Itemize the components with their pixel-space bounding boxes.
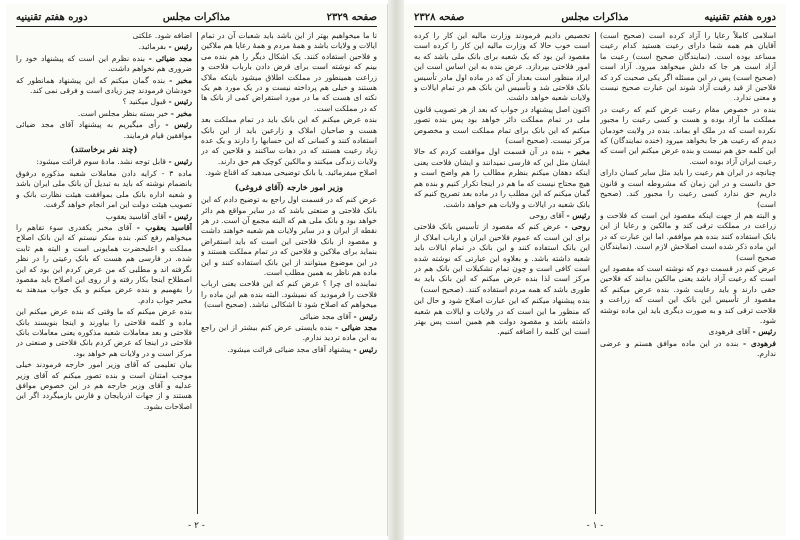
- speaker-name: رئیس -: [168, 211, 192, 221]
- speaker-paragraph: [16, 42, 192, 52]
- paragraph-text: رأی میگیریم به پیشنهاد آقای مجد ضیائی موافقین قیام فرمایند.: [16, 120, 192, 140]
- left-page-session-label: دوره هفتم تقنینیه: [16, 12, 88, 23]
- right-page-header: [414, 12, 776, 27]
- paragraph-text: بنده نظرم این است که پیشنهاد خود را ضروری هم نخواهم داشت.: [16, 53, 192, 74]
- paragraph-text: بنده عرض میکنم که ما وقتی که بنده عرض میکنم این ماده و کلمه فلاحتی را بیاورند و اینجا بنویسند بانک فلاحتی و بعد معاملات شعبه مذکوره یعنی معاملات بانک فلاحتی در اینجا که عرض کردم بانک فلاحتی و صنعتی در مرکز است و در ولایات هم خواهد بود.: [16, 307, 192, 358]
- text-paragraph: [414, 296, 590, 338]
- speaker-name: رئیس -: [165, 120, 192, 130]
- speaker-paragraph: [16, 54, 192, 75]
- speaker-paragraph: [201, 323, 377, 344]
- speaker-name: رئیس -: [168, 157, 192, 167]
- speaker-name: روحی -: [564, 222, 590, 232]
- left-page: [6, 4, 388, 536]
- speaker-paragraph: [16, 212, 192, 222]
- text-paragraph: [600, 105, 776, 167]
- left-page-center-title: مذاکرات مجلس: [162, 12, 231, 23]
- book-gutter: [388, 0, 404, 540]
- text-paragraph: [414, 31, 590, 104]
- speaker-paragraph: [414, 147, 590, 209]
- paragraph-text: بنده در آن قسمت اول موافقت کردم که حالا ایشان مثل این که فارسی نمیدانند و ایشان فلاحت یعنی اینکه دهقان میکنم بنظرم مطالب را هم واضح است و هیچ محتاج نیست که ما هم در اینجا تکرار کنیم و بنده هم گمان میکنم که این مطلب را در ماده بعد تصریح کنیم که بانک شعبه در ایالات و ولایات هم خواهد داشت.: [414, 147, 590, 209]
- speaker-name: آقاسید یعقوب -: [136, 222, 192, 232]
- text-paragraph: [16, 31, 192, 41]
- paragraph-text: بنده پیشنهاد میکنم که این عبارت اصلاح شود و حال این که منظور ما این است که در ولایات و ایالات هم شعبه داشته باشد و مقصود دولت هم همین است پس بهتر است این کلمه را اضافه کنیم.: [414, 296, 590, 337]
- paragraph-text: آقای فرهودی: [708, 327, 751, 337]
- paragraph-text: آقای مجد ضیائی: [299, 311, 352, 321]
- text-paragraph: [201, 168, 377, 178]
- speaker-paragraph: [414, 211, 590, 221]
- speaker-name: رئیس -: [168, 97, 192, 107]
- right-page-number-label: صفحه ۲۳۲۸: [414, 12, 465, 23]
- speaker-name: مجد ضیائی -: [148, 53, 192, 63]
- text-paragraph: [201, 31, 377, 114]
- left-page-column-divider: [197, 32, 198, 514]
- paragraph-text: بنده در خصوص مقام رعیت عرض کنم که رعیت در مملکت ما آزاد بوده و هست و کسی رعیت را مجبور نکرده است که در ملک او بماند. بنده در ولایت خودمان دیدم که رعیت هر جا بخواهد میرود (خنده نمایندگان) که این کلمه حق هم نیست و بنده عرض میکنم این است که رعیت ایران آزاد بوده است.: [600, 104, 776, 166]
- paragraph-text: خیر بسته بنظر مجلس است.: [77, 108, 169, 118]
- text-paragraph: [600, 168, 776, 210]
- paragraph-text: عرض کنم در قسمت دوم که نوشته است که مقصود این است که رعیت آزاد باشد یعنی مالکین بدانند که فلاحین حقی دارند و باید رعایت شود. بنده عرض میکنم که مقصود از تأسیس این بانک این است که زراعت و فلاحت ترقی کند و به صورت دیگری باید این ماده نوشته شود.: [600, 263, 776, 325]
- text-paragraph: [600, 264, 776, 326]
- paragraph-text: تا ما میخواهیم بهتر از این باشد باید شعبات آن در تمام ایالات و ولایات باشد و همهٔ مردم و همهٔ رعایا هم ملاکین و فلاحین استفاده کنند. یک اشکال دیگر را هم بنده می بینم که نوشته است برای قرض دادن بارباب فلاحت و زراعت همینطور در مملکت اطلاق میشود باینکه ملاک هستند و خیلی هم پرداخته نیست و در یک مورد هم یک نکته ای هست که ما در مورد استقراض کمی از بانک ها که در مملکت است.: [201, 31, 377, 113]
- paragraph-text: آقای آقاسید یعقوب: [105, 211, 167, 221]
- text-paragraph: [201, 115, 377, 167]
- paragraph-text: بنده گمان میکنم که این پیشنهاد همانطور که خودشان فرمودند چیز زیادی است و فرقی نمی کند.: [16, 75, 192, 96]
- paragraph-text: قبول میکنید ؟: [122, 97, 167, 107]
- speaker-paragraph: [16, 223, 192, 306]
- speaker-paragraph: [201, 345, 377, 355]
- text-paragraph: [16, 307, 192, 359]
- speaker-name: رئیس -: [168, 42, 192, 52]
- right-page-footer-number: - ۱ -: [586, 521, 604, 531]
- paragraph-text: قابل توجه نشد. مادهٔ سوم قرائت میشود:: [36, 157, 167, 167]
- right-page-column-divider: [595, 32, 596, 514]
- paragraph-text: بنده عرض میکنم که این بانک باید در تمام مملکت بعد هست و صاحبان املاک و زارعین باید از این بانک استفاده کنند و کسانی که این حسابها را دارند و یک عده زیاد رعیت هستند که در دهات ساکنند و فلاحین که در ولایات زندگی میکنند و مالکین کوچک هم حق دارند.: [201, 115, 377, 166]
- section-heading: وزیر امور خارجه (آقای فروغی): [234, 181, 344, 192]
- paragraph-text: نماینده ای چرا ؟ عرض کنم که این فلاحت یعنی ارباب فلاحت را فرمودید که نمیشود. البته بنده هم این ماده را میخواهم که اصلاح شود تا اشکالی نباشد. (صحیح است): [201, 279, 377, 310]
- right-page-right-column: [600, 31, 776, 516]
- speaker-name: مخبر -: [169, 75, 192, 85]
- paragraph-text: تخصیص دادیم فرمودند وزارت مالیه این کار را کرده است خوب حالا که وزارت مالیه این کار را کرده است مقصود این بود که یک شعبه برای بانک ملی باشد که به امور فلاحتی بپردازد. عرض بنده به این اساس است این ایراد منظور است بعداز آن که در ماده اول مادر تأسیس بانک فلاحتی شد و تأسیس این بانک هم در تمام ایالات و ولایات شعبه خواهد داشت.: [414, 31, 590, 103]
- paragraph-text: اصلاح میفرمائید. یا بانک توضیحی میدهید که اقناع شود.: [205, 168, 377, 178]
- speaker-paragraph: [16, 97, 192, 107]
- text-paragraph: [414, 105, 590, 147]
- paragraph-text: پیشنهاد آقای مجد ضیائی قرائت میشود.: [227, 344, 352, 354]
- left-page-footer-number: - ۲ -: [188, 521, 205, 531]
- speaker-name: رئیس -: [752, 327, 776, 337]
- left-page-left-column: [16, 31, 192, 516]
- speaker-paragraph: [600, 339, 776, 360]
- text-paragraph: [201, 279, 377, 310]
- speaker-name: مخبر -: [170, 108, 192, 118]
- right-page-center-title: مذاکرات مجلس: [561, 12, 629, 23]
- right-page-left-column: [414, 31, 590, 516]
- speaker-paragraph: [16, 120, 192, 141]
- left-page-right-column: [201, 31, 377, 516]
- speaker-name: رئیس -: [353, 311, 377, 321]
- paragraph-text: بنده در این ماده موافق هستم و عرضی ندارم.: [600, 338, 776, 359]
- speaker-name: مجد ضیائی -: [335, 322, 377, 332]
- speaker-paragraph: [201, 312, 377, 322]
- speaker-name: رئیس -: [353, 344, 377, 354]
- paragraph-text: آقای مخبر یکقدری سوء تفاهم را میخواهم رفع کنم. بنده منکر نیستم که این بانک اصلاح مملکت و اعلیحضرت همایونی است و البته هم ثابت شده. در فارسی هم هست که بانک رعیتی را در نظر نگرفته اند و مطلبی که من عرض کردم این بود که این اصطلاح اینجا بکار رفته و از روی این اصلاح باید مقصود را بفهمیم و بنده عرض میکنم و یک جواب میدهند به مخبر جواب دادم.: [16, 222, 192, 305]
- paragraph-text: بیان تعلیمی که آقای وزیر امور خارجه فرمودند خیلی موجب امتنان است و بنده تصور میکنم که آقای وزیر عدلیه و آقای وزیر خارجه هم در این خصوص موافق هستند و از جهات اذربایجان و فارس بازمیگردد اگر این اصلاحات بشود.: [16, 360, 192, 411]
- speaker-paragraph: [16, 109, 192, 119]
- speaker-name: فرهودی -: [742, 338, 776, 348]
- speaker-name: مخبر -: [567, 147, 590, 157]
- speaker-paragraph: [16, 157, 192, 167]
- paragraph-text: عرض کنم که در قسمت اول راجع به توضیح دادم که این بانک فلاحتی و صنعتی باشد که در سایر مواقع هم دائر خواهد بود و بانک ملی هم که البته مجمع آن است. در هر نقطه از ایران و در سایر ولایات هم شعبه خواهند داشت و مقصود از بانک فلاحتی این است که باید استقراض بنماید برای ملاکین و فلاحین که در تمام مملکت هستند و در این موضوع میتوانند از این بانک استفاده کنند و این ماده هم ناظر به همین مطلب است.: [201, 195, 377, 277]
- paragraph-text: بنده بایستی عرض کنم بیشتر از این راجع به این ماده تردید ندارم.: [201, 322, 377, 343]
- paragraph-text: اکنون اصل پیشنهاد در جواب که بعد از هر تصویب قانون ملی در تمام مملکت دائر خواهد بود پس بنده تصور میکنم که این بانک برای تمام مملکت است و مخصوص مرکز نیست. (صحیح است): [414, 104, 590, 146]
- text-paragraph: [600, 211, 776, 263]
- paragraph-text: ماده ۳ - کرایه دادن معاملات شعبه مذکوره درفوق بانضمام نوشته که باید به تبدیل آن بانک ملی ایران باشد و شعبه اداره بانک ملی بموافقت هیئت نظارت بانک و تصویب هیئت دولت این امر انجام خواهد گرفت.: [16, 168, 192, 210]
- left-page-number-label: صفحه ۲۳۲۹: [326, 12, 377, 23]
- paragraph-text: بفرمائید.: [138, 42, 167, 52]
- text-paragraph: [16, 169, 192, 211]
- speaker-paragraph: [600, 327, 776, 337]
- text-paragraph: [16, 360, 192, 412]
- paragraph-text: اضافه شود. علکتی: [132, 31, 192, 40]
- speaker-paragraph: [16, 76, 192, 97]
- left-page-header: [16, 12, 377, 27]
- paragraph-text: آقای روحی: [529, 210, 565, 220]
- paragraph-text: چنانچه در ایران هم رعیت را باید مثل سایر کسان دارای حق دانست و در این زمان که مشروطه است و قانون داریم حق ندارد کسی رعیت را مجبور کند. (صحیح است): [600, 168, 776, 209]
- paragraph-text: و البته هم از جهت اینکه مقصود این است که فلاحت و زراعت در مملکت ترقی کند و مالکین و رعایا از این بانک استفاده کنند بنده هم موافقم. اما این عبارت که در این ماده ذکر شده است اصلاحش لازم است. (نمایندگان صحیح است): [600, 210, 776, 262]
- paragraph-text: اسلامی کاملاً رعایا را آزاد کرده است (صحیح است) آقایان هم همه شما دارای رعیت هستید کدام رعیت مساعد بوده است. (نمایندگان صحیح است) رعیت ما آزاد است هر جا که دلش میخواهد میرود. آزاد است (صحیح است) پس در این مسئله اگر یکی صحبت کرد که فلاحین از قید رقیت آزاد شوند این عبارت صحیح نیست و معنی ندارد.: [600, 31, 776, 103]
- text-paragraph: [201, 195, 377, 278]
- right-page-session-label: دوره هفتم تقنینیه: [704, 12, 776, 23]
- paragraph-text: عرض کنم که مقصود از تأسیس بانک فلاحتی برای این است که عموم فلاحین ایران و ارباب املاک از این بانک استفاده کنند و این بانک در تمام ایالات باید شعبه داشته باشد. و بعلاوه این عبارتی که نوشته شده است کافی است و چون تمام تشکیلات این بانک هم در مرکز است لذا بنده عرض میکنم که این بانک باید به طوری باشد که همه مردم استفاده کنند. (صحیح است): [414, 222, 590, 294]
- section-heading: (چند نفر برخاستند): [70, 144, 138, 155]
- speaker-paragraph: [414, 222, 590, 295]
- speaker-name: رئیس -: [566, 210, 590, 220]
- right-page: [404, 4, 786, 536]
- text-paragraph: [600, 31, 776, 104]
